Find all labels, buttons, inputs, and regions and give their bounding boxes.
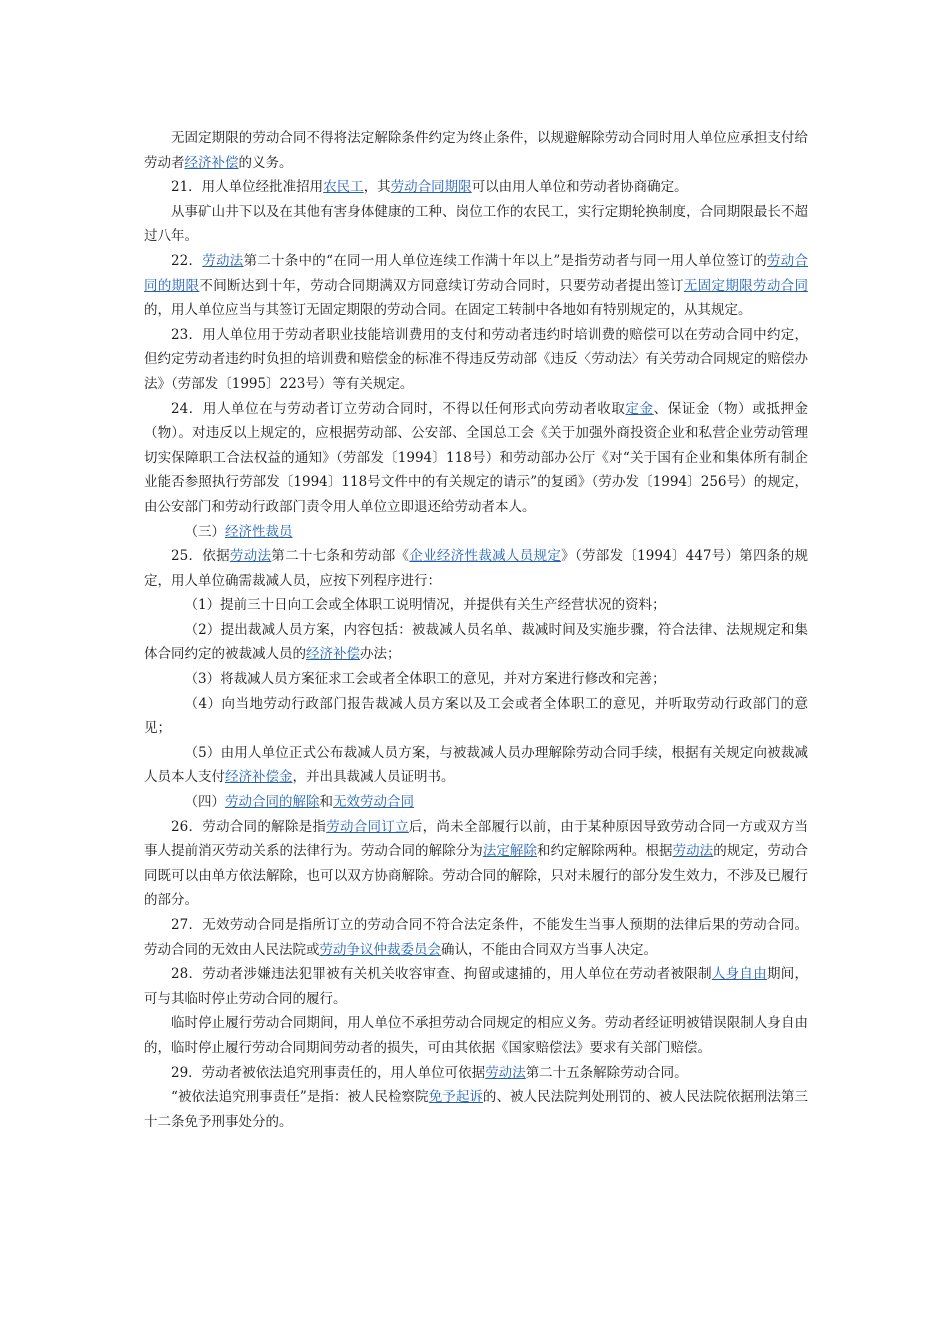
section-heading-4 [144, 790, 808, 815]
text-run: 26．劳动合同的解除是指 [171, 818, 327, 835]
hyperlink[interactable]: 劳动法 [485, 1064, 526, 1081]
text-run: 25．依据 [171, 548, 230, 565]
paragraph-21 [144, 175, 808, 200]
document-body [144, 126, 808, 1134]
hyperlink[interactable]: 劳动合同的解除 [225, 794, 320, 811]
text-run: （三） [184, 523, 225, 540]
text-run: 确认，不能由合同双方当事人决定。 [441, 941, 657, 958]
paragraph-28-note [144, 1011, 808, 1060]
text-run: 28．劳动者涉嫌违法犯罪被有关机关收容审查、拘留或逮捕的，用人单位在劳动者被限制 [171, 966, 712, 983]
text-run: 的义务。 [238, 154, 293, 171]
text-run: 的、被人民法院判处刑罚的、被人民法院依据刑法第三十二条免予刑事处分的。 [144, 1089, 808, 1130]
hyperlink[interactable]: 农民工 [323, 179, 364, 196]
text-run: 办法； [360, 646, 401, 663]
text-run: 和约定解除两种。根据 [537, 843, 673, 860]
text-run: 和 [319, 794, 333, 811]
text-run: 可以由用人单位和劳动者协商确定。 [471, 179, 688, 196]
text-run: ，其 [363, 179, 391, 196]
text-run: 无固定期限的劳动合同不得将法定解除条件约定为终止条件，以规避解除劳动合同时用人单位应承担支付给劳动者 [144, 130, 808, 171]
text-run: ，并出具裁减人员证明书。 [292, 769, 455, 786]
hyperlink[interactable]: 经济补偿 [184, 154, 239, 171]
section-heading-3 [144, 520, 808, 545]
procedure-step-3 [144, 667, 808, 692]
hyperlink[interactable]: 法定解除 [482, 843, 538, 860]
paragraph-21-note [144, 200, 808, 249]
paragraph-29 [144, 1061, 808, 1086]
procedure-step-2 [144, 618, 808, 667]
text-run: 29．劳动者被依法追究刑事责任的，用人单位可依据 [171, 1064, 486, 1081]
hyperlink[interactable]: 经济补偿金 [225, 769, 293, 786]
text-run: （3）将裁减人员方案征求工会或者全体职工的意见，并对方案进行修改和完善； [184, 671, 666, 688]
text-run: 27．无效劳动合同是指所订立的劳动合同不符合法定条件，不能发生当事人预期的法律后果的劳动合同。劳动合同的无效由人民法院或 [144, 917, 808, 958]
text-run: 23．用人单位用于劳动者职业技能培训费用的支付和劳动者违约时培训费的赔偿可以在劳动合同中约定，但约定劳动者违约时负担的培训费和赔偿金的标准不得违反劳动部《违反〈劳动法〉有关劳动合同规定的赔偿办法》（劳部发〔1995〕223号）等有关规定。 [144, 326, 808, 392]
text-run: 期间，可与其临时停止劳动合同的履行。 [144, 966, 809, 1007]
procedure-step-4 [144, 692, 808, 741]
hyperlink[interactable]: 经济补偿 [306, 646, 360, 663]
text-run: 24．用人单位在与劳动者订立劳动合同时，不得以任何形式向劳动者收取 [171, 400, 626, 417]
paragraph-28 [144, 962, 808, 1011]
text-run: 第二十条中的“在同一用人单位连续工作满十年以上”是指劳动者与同一用人单位签订的 [243, 252, 767, 269]
hyperlink[interactable]: 企业经济性裁减人员规定 [409, 548, 562, 565]
hyperlink[interactable]: 劳动法 [672, 843, 714, 860]
text-run: 第二十七条和劳动部《 [271, 548, 410, 565]
text-run: （1）提前三十日向工会或全体职工说明情况，并提供有关生产经营状况的资料； [184, 597, 666, 614]
hyperlink[interactable]: 劳动合同订立 [326, 818, 409, 835]
hyperlink[interactable]: 经济性裁员 [225, 523, 293, 540]
text-run: 的，用人单位应当与其签订无固定期限的劳动合同。在固定工转制中各地如有特别规定的，从其规定。 [144, 302, 752, 319]
paragraph-26 [144, 815, 808, 913]
paragraph-27 [144, 913, 808, 962]
hyperlink[interactable]: 定金 [625, 400, 654, 417]
hyperlink[interactable]: 劳动合同的期限 [144, 252, 809, 294]
hyperlink[interactable]: 人身自由 [711, 966, 767, 983]
paragraph-24 [144, 397, 808, 520]
paragraph-22 [144, 249, 808, 323]
text-run: 从事矿山井下以及在其他有害身体健康的工种、岗位工作的农民工，实行定期轮换制度，合同期限最长不超过八年。 [144, 203, 808, 245]
procedure-step-1 [144, 593, 808, 618]
text-run: 后，尚未全部履行以前，由于某种原因导致劳动合同一方或双方当事人提前消灭劳动关系的法律行为。劳动合同的解除分为 [144, 818, 809, 860]
text-run: （4）向当地劳动行政部门报告裁减人员方案以及工会或者全体职工的意见，并听取劳动行政部门的意见； [144, 695, 808, 737]
text-run: （四） [184, 794, 225, 811]
hyperlink[interactable]: 免予起诉 [428, 1089, 483, 1106]
text-run: 22． [171, 252, 203, 269]
procedure-step-5 [144, 741, 808, 790]
text-run: 不间断达到十年，劳动合同期满双方同意续订劳动合同时，只要劳动者提出签订 [199, 277, 684, 294]
hyperlink[interactable]: 无固定期限劳动合同 [683, 277, 809, 294]
hyperlink[interactable]: 劳动法 [229, 548, 272, 565]
text-run: 》（劳部发〔1994〕447号）第四条的规定，用人单位确需裁减人员，应按下列程序进行： [144, 548, 809, 589]
hyperlink[interactable]: 无效劳动合同 [333, 794, 414, 811]
text-run: 、保证金（物）或抵押金（物）。对违反以上规定的，应根据劳动部、公安部、全国总工会《关于加强外商投资企业和私营企业劳动管理切实保障职工合法权益的通知》（劳部发〔1994〕118号）和劳动部办公厅《对“关于国有企业和集体所有制企业能否参照执行劳部发〔1994〕118号文件中的有关规定的请示”的复函》（劳办发〔1994〕256号）的规定，由公安部门和劳动行政部门责令用人单位立即退还给劳动者本人。 [144, 400, 809, 515]
hyperlink[interactable]: 劳动合同期限 [390, 179, 472, 196]
hyperlink[interactable]: 劳动争议仲裁委员会 [319, 941, 441, 958]
text-run: 21．用人单位经批准招用 [171, 179, 324, 196]
hyperlink[interactable]: 劳动法 [202, 252, 244, 269]
text-run: （5）由用人单位正式公布裁减人员方案，与被裁减人员办理解除劳动合同手续，根据有关规定向被裁减人员本人支付 [144, 744, 808, 786]
text-run: “被依法追究刑事责任”是指：被人民检察院 [171, 1089, 429, 1106]
paragraph-29-note [144, 1085, 808, 1134]
text-run: （2）提出裁减人员方案，内容包括：被裁减人员名单、裁减时间及实施步骤，符合法律、法规规定和集体合同约定的被裁减人员的 [144, 621, 808, 663]
text-run: 第二十五条解除劳动合同。 [525, 1064, 688, 1081]
text-run: 临时停止履行劳动合同期间，用人单位不承担劳动合同规定的相应义务。劳动者经证明被错误限制人身自由的，临时停止履行劳动合同期间劳动者的损失，可由其依据《国家赔偿法》要求有关部门赔偿。 [144, 1015, 808, 1056]
text-run: 的规定，劳动合同既可以由单方依法解除，也可以双方协商解除。劳动合同的解除，只对未履行的部分发生效力，不涉及已履行的部分。 [144, 843, 809, 909]
paragraph-23 [144, 323, 808, 397]
paragraph-1 [144, 126, 808, 175]
paragraph-25 [144, 544, 808, 593]
